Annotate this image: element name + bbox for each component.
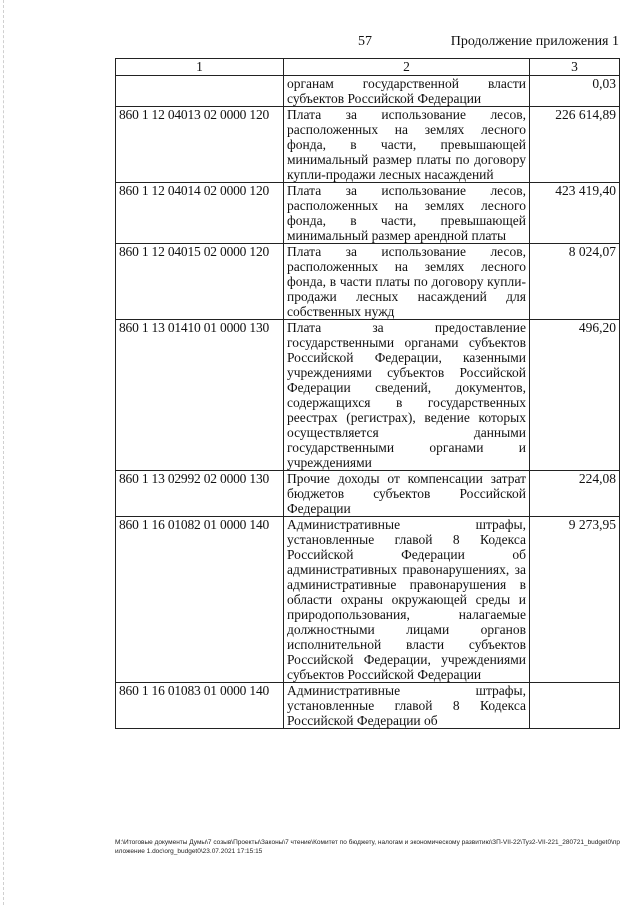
revenue-amount: [530, 683, 620, 729]
table-row: [116, 107, 620, 183]
budget-code: 860 1 16 01083 01 0000 140: [116, 683, 284, 729]
column-number-1: 1: [116, 59, 284, 76]
budget-code: 860 1 13 01410 01 0000 130: [116, 320, 284, 471]
table-row: [116, 683, 620, 729]
revenue-amount: 8 024,07: [530, 244, 620, 320]
budget-code: [116, 76, 284, 107]
budget-code: 860 1 12 04014 02 0000 120: [116, 183, 284, 244]
revenue-name: Административные штрафы, установленные главой 8 Кодекса Российской Федерации об административных правонарушениях, за административные правонарушения в области охраны окружающей среды и природопользования, налагаемые должностными лицами органов исполнительной власти субъектов Российской Федерации, учреждениями субъектов Российской Федерации: [284, 517, 530, 683]
column-number-row: [116, 59, 620, 76]
budget-revenue-table: [115, 58, 620, 729]
budget-code: 860 1 16 01082 01 0000 140: [116, 517, 284, 683]
revenue-amount: 224,08: [530, 471, 620, 517]
revenue-amount: 496,20: [530, 320, 620, 471]
column-number-2: 2: [284, 59, 530, 76]
revenue-name: Плата за использование лесов, расположенных на землях лесного фонда, в части, превышающей минимальный размер платы по договору купли-продажи лесных насаждений: [284, 107, 530, 183]
revenue-name: Плата за предоставление государственными органами субъектов Российской Федерации, казенными учреждениями субъектов Российской Федерации сведений, документов, содержащихся в государственных реестрах (регистрах), ведение которых осуществляется данными государственными органами и учреждениями: [284, 320, 530, 471]
revenue-amount: 9 273,95: [530, 517, 620, 683]
revenue-name: Административные штрафы, установленные главой 8 Кодекса Российской Федерации об: [284, 683, 530, 729]
revenue-amount: 226 614,89: [530, 107, 620, 183]
revenue-name: Плата за использование лесов, расположенных на землях лесного фонда, в части платы по договору купли-продажи лесных насаждений для собственных нужд: [284, 244, 530, 320]
table-row: [116, 320, 620, 471]
table-row: [116, 183, 620, 244]
revenue-name: Прочие доходы от компенсации затрат бюджетов субъектов Российской Федерации: [284, 471, 530, 517]
page-header: [0, 34, 640, 54]
scan-margin-line: [3, 0, 6, 905]
revenue-name: Плата за использование лесов, расположенных на землях лесного фонда, в части, превышающей минимальный размер арендной платы: [284, 183, 530, 244]
revenue-amount: 423 419,40: [530, 183, 620, 244]
table-row: [116, 517, 620, 683]
table-row: [116, 76, 620, 107]
continuation-label: Продолжение приложения 1: [450, 34, 619, 49]
budget-code: 860 1 12 04013 02 0000 120: [116, 107, 284, 183]
revenue-name: органам государственной власти субъектов Российской Федерации: [284, 76, 530, 107]
revenue-amount: 0,03: [530, 76, 620, 107]
document-path-footer: M:\Итоговые документы Думы\7 созыв\Проекты\Законы\7 чтение\Комитет по бюджету, налогам и экономическому развитию\ЗП-VII-22\Туз2-VII-221_280721_budget0\приложение 1.doc\org_budget0\23.07.2021 17:15:15: [115, 839, 621, 855]
column-number-3: 3: [530, 59, 620, 76]
budget-code: 860 1 13 02992 02 0000 130: [116, 471, 284, 517]
table-row: [116, 244, 620, 320]
table-row: [116, 471, 620, 517]
budget-code: 860 1 12 04015 02 0000 120: [116, 244, 284, 320]
page-number: 57: [358, 34, 372, 49]
